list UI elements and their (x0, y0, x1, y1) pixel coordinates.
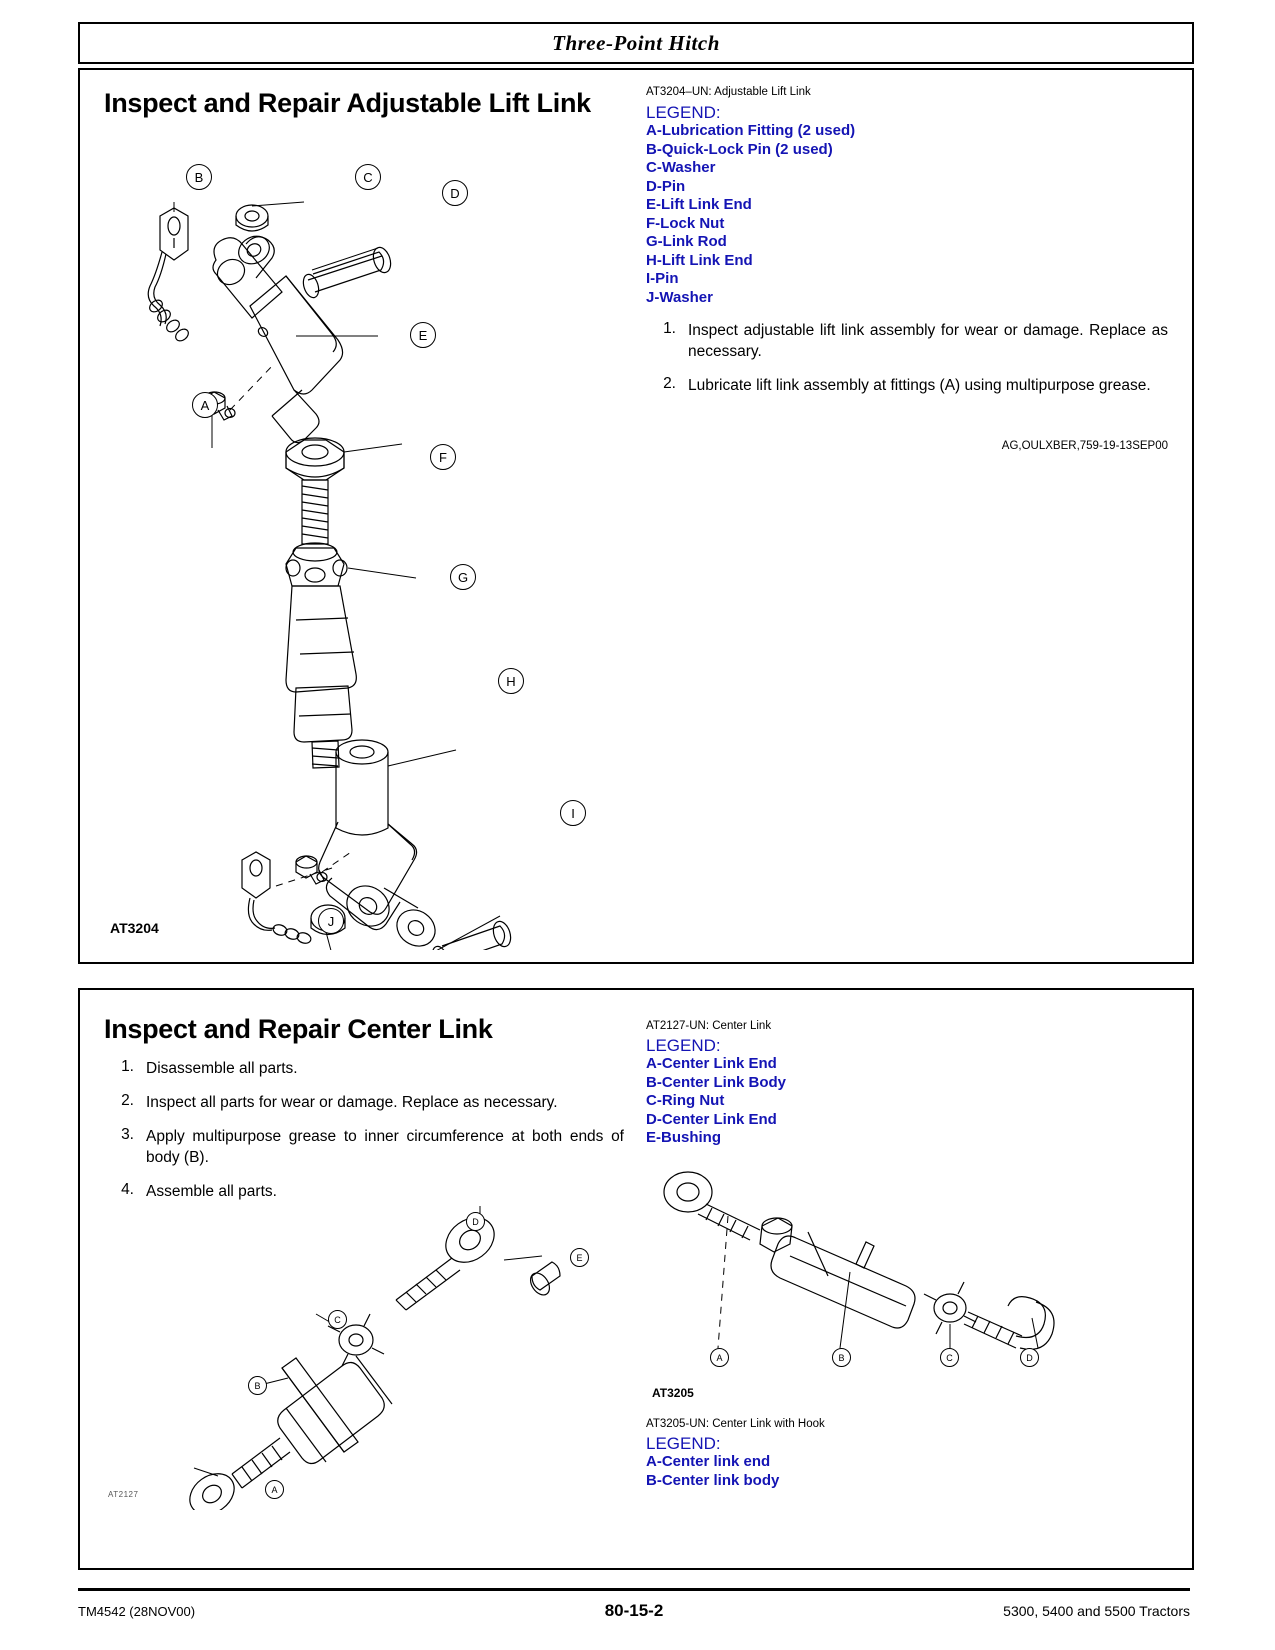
part-center-link-end-d (396, 1209, 503, 1310)
callout-d: D (442, 180, 468, 206)
part-quick-lock-pin-b2 (242, 852, 312, 945)
callout-right-a: A (710, 1348, 729, 1367)
steps-lift-link (646, 320, 1168, 409)
part-center-link-end-a (182, 1438, 290, 1510)
callout-e: E (410, 322, 436, 348)
callout-a: A (192, 392, 218, 418)
diagram-adjustable-lift-link (100, 120, 640, 950)
callout-left-c: C (328, 1310, 347, 1329)
callout-i: I (560, 800, 586, 826)
figure-caption-at3205: AT3205-UN: Center Link with Hook (646, 1418, 825, 1430)
figure-id-at3204: AT3204 (110, 920, 159, 936)
footer-page-number: 80-15-2 (604, 1601, 664, 1620)
callout-f: F (430, 444, 456, 470)
step-item: 1. Disassemble all parts. (121, 1058, 298, 1077)
callout-h: H (498, 668, 524, 694)
callout-right-c: C (940, 1348, 959, 1367)
step-item: 2. Inspect all parts for wear or damage. Replace as necessary. (121, 1092, 558, 1111)
callout-b: B (186, 164, 212, 190)
part-pin-d (301, 245, 394, 299)
step-item: 1. Inspect adjustable lift link assembly for wear or damage. Replace as necessary. (663, 320, 1168, 360)
step-item: 2. Lubricate lift link assembly at fittings (A) using multipurpose grease. (663, 375, 1151, 394)
part-threaded-shaft (302, 480, 328, 544)
callout-left-b: B (248, 1376, 267, 1395)
step-item: 4. Assemble all parts. (121, 1181, 277, 1200)
figure-id-at3205: AT3205 (652, 1386, 694, 1400)
running-header (78, 22, 1194, 64)
diagram-center-link (160, 1180, 630, 1510)
page-footer (78, 1588, 1190, 1621)
section-title-lift-link: Inspect and Repair Adjustable Lift Link (104, 88, 591, 118)
callout-c: C (355, 164, 381, 190)
leader-lines-hook (718, 1216, 1038, 1348)
legend-center-link: LEGEND: A-Center Link End B-Center Link Body C-Ring Nut D-Center Link End E-Bushing (646, 1036, 787, 1146)
callout-left-d: D (466, 1212, 485, 1231)
footer-manual-number: TM4542 (28NOV00) (78, 1604, 196, 1619)
figure-caption-at3204: AT3204–UN: Adjustable Lift Link (646, 86, 811, 98)
part-lock-nut-f (286, 438, 344, 480)
figure-caption-at2127: AT2127-UN: Center Link (646, 1020, 772, 1032)
part-lubrication-fitting-a2 (296, 856, 327, 884)
section-center-link (78, 988, 1194, 1570)
part-center-link-end-a2 (664, 1172, 760, 1240)
leader-lines-center-link (194, 1206, 542, 1476)
part-lift-link-end-e (213, 231, 343, 443)
page-title: Three-Point Hitch (552, 30, 720, 55)
legend-center-link-hook: LEGEND: A-Center link end B-Center link body (646, 1434, 780, 1489)
part-pin-i (430, 919, 514, 950)
part-center-link-body-b2 (771, 1232, 915, 1328)
reference-code-lift-link: AG,OULXBER,759-19-13SEP00 (1001, 440, 1168, 452)
callout-right-b: B (832, 1348, 851, 1367)
step-item: 3. Apply multipurpose grease to inner circumference at both ends of body (B). (121, 1126, 624, 1166)
figure-id-at2127: AT2127 (108, 1490, 139, 1499)
part-quick-lock-pin-b (147, 208, 190, 343)
callout-j: J (318, 908, 344, 934)
part-washer-c (236, 205, 268, 231)
part-collar (760, 1218, 792, 1252)
callout-g: G (450, 564, 476, 590)
footer-models: 5300, 5400 and 5500 Tractors (1003, 1603, 1190, 1619)
legend-lift-link: LEGEND: A-Lubrication Fitting (2 used) B-Quick-Lock Pin (2 used) C-Washer D-Pin E-Lift Link End F-Lock Nut G-Link Rod H-Lift Link End I-Pin J-Washer (646, 103, 856, 306)
part-center-link-body-b (278, 1356, 392, 1464)
section-title-center-link: Inspect and Repair Center Link (104, 1014, 493, 1044)
part-bushing-e (527, 1262, 560, 1298)
part-hook-end-d (964, 1297, 1054, 1350)
part-link-rod-g (286, 543, 356, 768)
callout-right-d: D (1020, 1348, 1039, 1367)
callout-left-e: E (570, 1248, 589, 1267)
section-adjustable-lift-link (78, 68, 1194, 964)
callout-left-a: A (265, 1480, 284, 1499)
